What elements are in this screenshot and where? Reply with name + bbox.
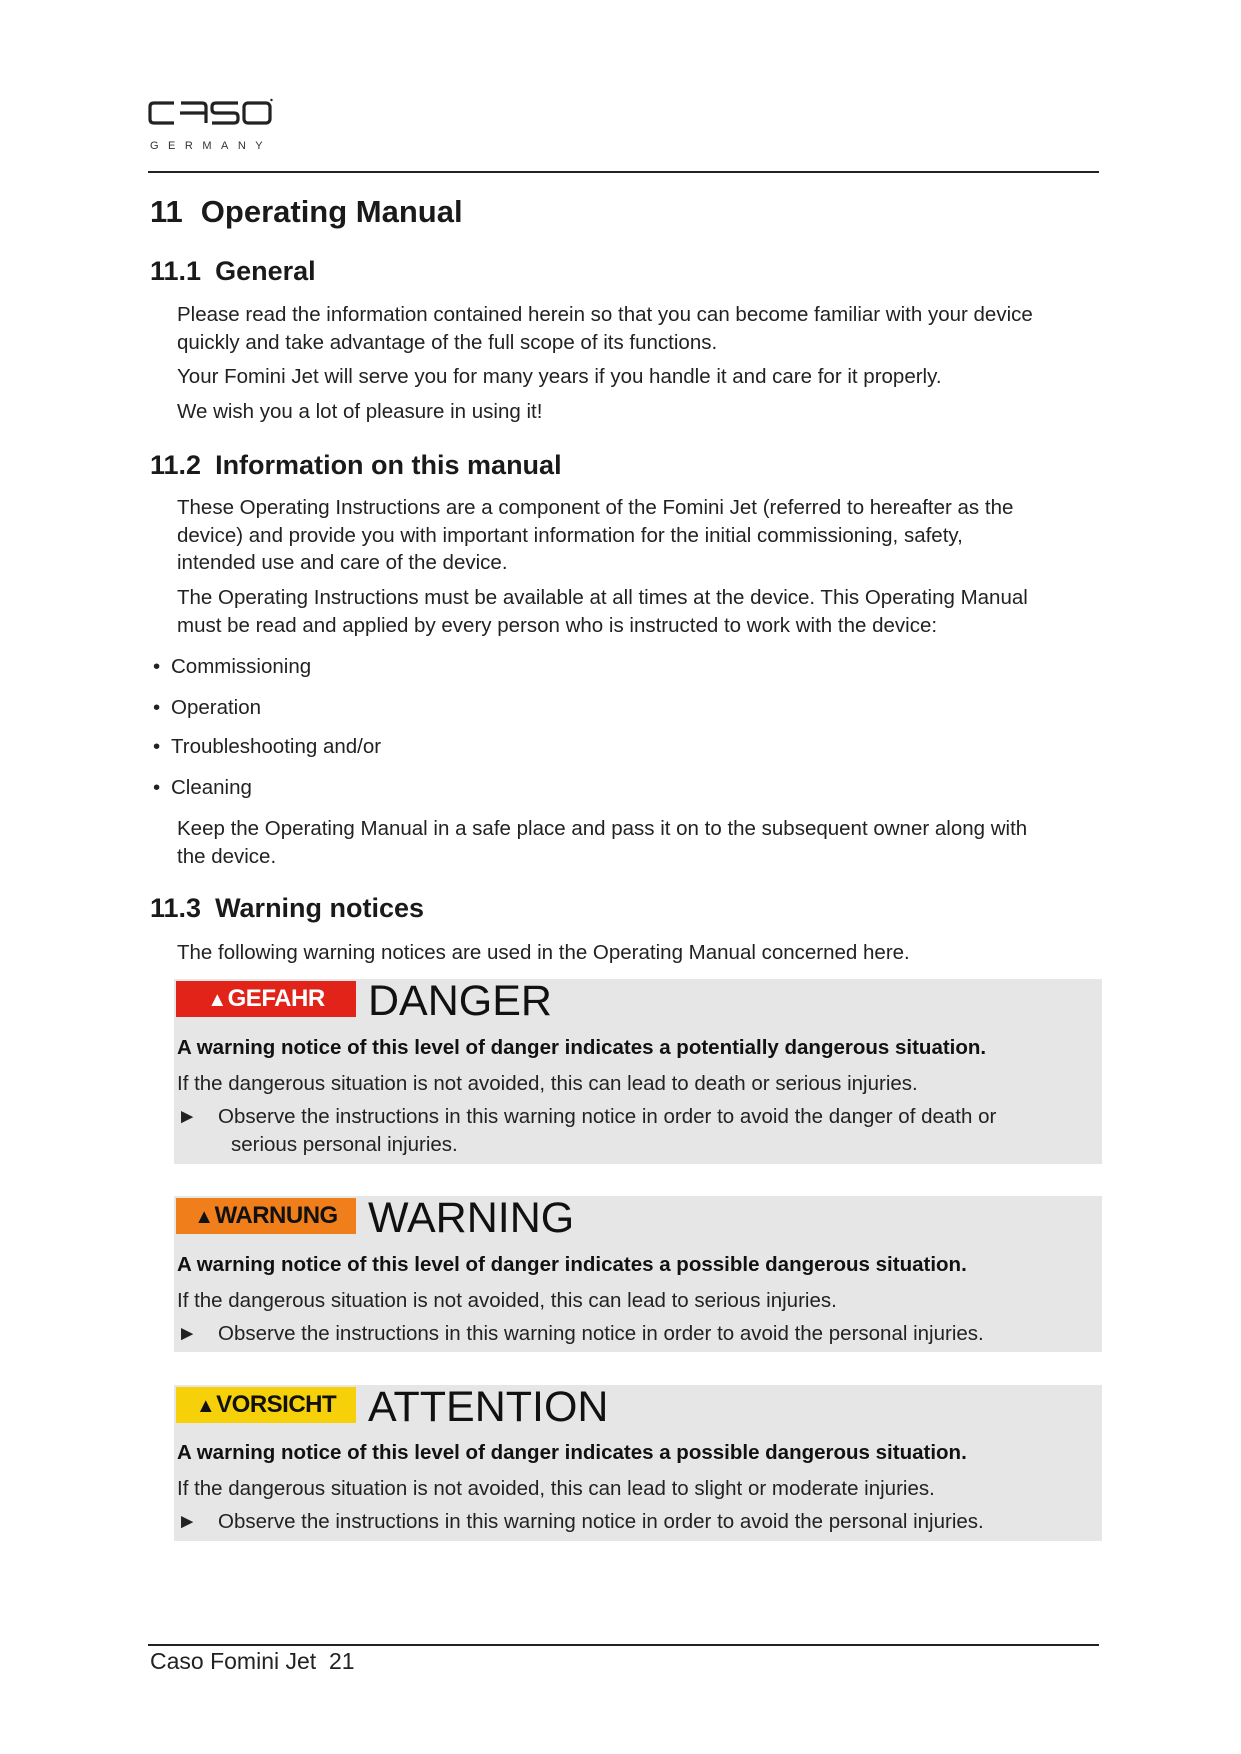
text-line: the device. (177, 844, 277, 868)
notice-lead: A warning notice of this level of danger indicates a possible dangerous situation. (177, 1253, 967, 1276)
bullet-dot-icon: • (153, 735, 161, 758)
section-number: 11.3 (150, 893, 202, 923)
info-paragraph-1 (177, 494, 1097, 577)
manual-page: GERMANY 11 Operating Manual 11.1 General Please read the information contained herein so that you can become familiar with your device quickly and take advantage of the full scope of its functions. Your Fomini Jet will serve you for many years if you handle it and care for it properly. We wish you a lot of pleasure in using it! 11.2 Information on this manual These Operating Instructions are a component of the Fomini Jet (referred to hereafter as the device) and provide you with important information for the initial commissioning, safety, intended use and care of the device. The Operating Instructions must be available at all times at the device. This Operating Manual must be read and applied by every person who is instructed to work with the device: • Commissioning • Operation • Troubleshooting and/or • Cleaning Keep the Operating Manual in a safe place and pass it on to the subsequent owner along with the device. 11.3 Warning notices The following warning notices are used in the Operating Manual concerned here. ▲GEFAHR DANGER A warning notice of this level of danger indicates a potentially dangerous situation. If the dangerous situation is not avoided, this can lead to death or serious injuries. ► Observe the instructions in this warning notice in order to avoid the danger of death or serious personal injuries. ▲WARNUNG WARNING A warning notice of this level of danger indicates a possible dangerous situation. If the dangerous situation is not avoided, this can lead to serious injuries. ► Observe the instructions in this warning notice in order to avoid the personal injuries. ▲VORSICHT ATTENTION A warning notice of this level of danger indicates a possible dangerous situation. If the dangerous situation is not avoided, this can lead to slight or moderate injuries. ► Observe the instructions in this warning notice in order to avoid the personal injuries. Caso Fomini Jet 21 (0, 0, 1241, 1754)
notice-title: ATTENTION (368, 1383, 609, 1431)
text-line: must be read and applied by every person who is instructed to work with the device: (177, 613, 938, 637)
header-divider (148, 171, 1099, 173)
general-paragraph-3: We wish you a lot of pleasure in using it! (177, 400, 543, 423)
notice-title: WARNING (368, 1194, 575, 1242)
bullet-dot-icon: • (153, 776, 161, 799)
section-heading-info (150, 450, 562, 481)
bullet-dot-icon: • (153, 655, 161, 678)
warning-triangle-icon: ▲ (194, 1206, 214, 1228)
notice-text: If the dangerous situation is not avoided, this can lead to slight or moderate injuries. (177, 1477, 935, 1500)
chapter-number: 11 (150, 194, 183, 229)
text-line: The Operating Instructions must be available at all times at the device. This Operating Manual (177, 586, 1028, 609)
section-heading-warnings (150, 893, 424, 924)
chapter-title: Operating Manual (200, 194, 463, 229)
arrow-right-icon: ► (177, 1510, 198, 1533)
arrow-right-icon: ► (177, 1322, 198, 1345)
text-line: Keep the Operating Manual in a safe place and pass it on to the subsequent owner along with (177, 817, 1028, 840)
brand-name (148, 130, 149, 131)
general-paragraph-2: Your Fomini Jet will serve you for many years if you handle it and care for it properly. (177, 365, 942, 388)
text-line: quickly and take advantage of the full scope of its functions. (177, 330, 718, 354)
page-footer: Caso Fomini Jet 21 (150, 1648, 355, 1674)
text-line: intended use and care of the device. (177, 551, 508, 574)
warning-badge: ▲WARNUNG (176, 1198, 356, 1234)
arrow-right-icon: ► (177, 1105, 198, 1128)
general-paragraph-1 (177, 301, 1097, 356)
text-line: Please read the information contained herein so that you can become familiar with your device (177, 303, 1033, 326)
footer-divider (148, 1644, 1099, 1646)
caution-badge: ▲VORSICHT (176, 1387, 356, 1423)
danger-notice: ▲GEFAHR DANGER A warning notice of this level of danger indicates a potentially dangerous situation. If the dangerous situation is not avoided, this can lead to death or serious injuries. ► Observe the instructions in this warning notice in order to avoid the danger of death or serious personal injuries. (174, 979, 1102, 1164)
notice-text: If the dangerous situation is not avoided, this can lead to serious injuries. (177, 1289, 837, 1312)
notice-text: If the dangerous situation is not avoided, this can lead to death or serious injuries. (177, 1072, 918, 1095)
warning-triangle-icon: ▲ (207, 989, 227, 1011)
caso-logo (148, 96, 278, 156)
attention-notice: ▲VORSICHT ATTENTION A warning notice of this level of danger indicates a possible dangerous situation. If the dangerous situation is not avoided, this can lead to slight or moderate injuries. ► Observe the instructions in this warning notice in order to avoid the personal injuries. (174, 1385, 1102, 1541)
text-line: device) and provide you with important information for the initial commissioning, safety, (177, 523, 963, 547)
notice-title: DANGER (368, 977, 552, 1025)
section-title: Warning notices (215, 893, 425, 923)
info-paragraph-2 (177, 584, 1097, 639)
bullet-dot-icon: • (153, 696, 161, 719)
notice-lead: A warning notice of this level of danger indicates a potentially dangerous situation. (177, 1036, 987, 1059)
warning-triangle-icon: ▲ (195, 1395, 216, 1417)
chapter-heading (150, 194, 463, 230)
info-paragraph-3 (177, 815, 1097, 870)
brand-subtitle: GERMANY (150, 140, 273, 152)
warning-notice: ▲WARNUNG WARNING A warning notice of this level of danger indicates a possible dangerous situation. If the dangerous situation is not avoided, this can lead to serious injuries. ► Observe the instructions in this warning notice in order to avoid the personal injuries. (174, 1196, 1102, 1352)
section-number: 11.2 (150, 450, 202, 480)
section-title: Information on this manual (215, 450, 562, 480)
notice-lead: A warning notice of this level of danger indicates a possible dangerous situation. (177, 1441, 967, 1464)
danger-badge: ▲GEFAHR (176, 981, 356, 1017)
section-number: 11.1 (150, 256, 202, 286)
section-title: General (215, 256, 316, 286)
text-line: These Operating Instructions are a component of the Fomini Jet (referred to hereafter as the (177, 496, 1014, 519)
section-heading-general (150, 256, 316, 287)
caso-wordmark-icon (148, 96, 273, 130)
warnings-intro: The following warning notices are used in the Operating Manual concerned here. (177, 941, 910, 964)
